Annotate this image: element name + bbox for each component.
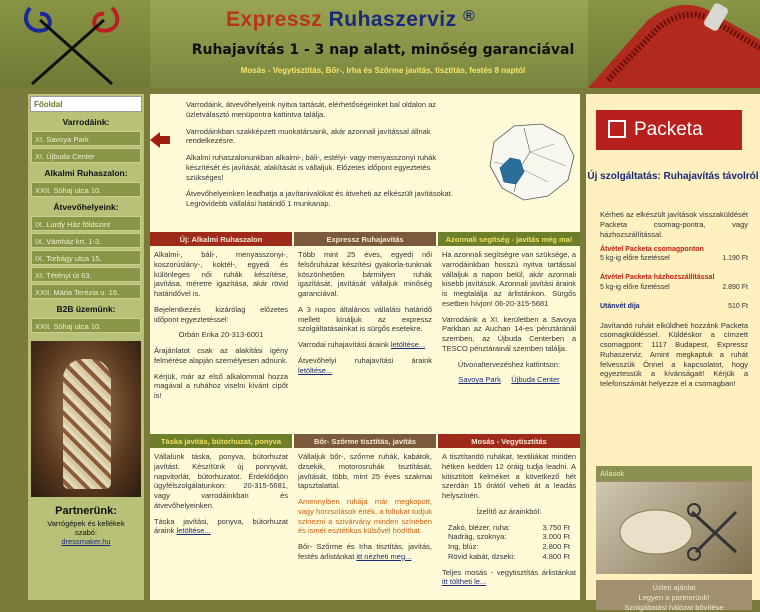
c2-p3: [298, 340, 432, 350]
slogan: Ruhajavítás 1 - 3 nap alatt, minőség garanciával: [183, 42, 583, 58]
price-value: 2.800 Ft: [542, 542, 570, 552]
col-title-taska[interactable]: Táska javítás, bútorhuzat, ponyva: [150, 434, 292, 448]
c3-p3: Útvonaltervezéshez kattintson:: [442, 360, 576, 370]
price-item: Nadrág, szoknya:: [448, 532, 506, 542]
c1-p4: Árajánlatot csak az alakítási igény felmérése alapján személyesen adnunk.: [154, 346, 288, 366]
c5-p3-text: Bőr- Szőrme és Irha tisztítás, javítás, festés árlistánkat: [298, 542, 432, 561]
home-price-row: [600, 283, 748, 292]
col-title-expressz[interactable]: Expressz Ruhajavítás: [294, 232, 436, 246]
c5-p1: Vállaljuk bőr-, szőrme ruhák, kabátok, dzsekik, motorosruhák tisztítását, javítását, több, mint 25 éves szakmai tapsztalattal.: [298, 452, 432, 491]
brand-registered-mark: ®: [463, 8, 475, 25]
cod-price-row: [600, 302, 748, 311]
price-row: [442, 552, 576, 562]
home-delivery-heading: Átvétel Packeta házhozszállítással: [600, 273, 748, 282]
c6-p1: A tisztítandó ruhákat, textiliákat minden hétken kedden 12 óráig tudja leadni. A kitisztított kelméket a következő hét szerdán 15 órától veheti át a leadás helyszínén.: [442, 452, 576, 501]
dress-photo: [31, 341, 141, 497]
brand-word-1: Expressz: [226, 8, 322, 31]
services-line: Mosás - Vegytisztítás, Bőr-, Irha és Szőrme javítás, tisztítás, festés 8 naptól: [183, 66, 583, 75]
nav-home-link[interactable]: Főoldal: [30, 96, 142, 112]
col-body-bor: [294, 448, 436, 572]
pickup-heading: Átvétel Packeta csomagponton: [600, 245, 748, 254]
sidebar-item-vamhaz[interactable]: IX. Vámház krt. 1-3.: [31, 233, 141, 248]
packeta-box-icon: [608, 120, 626, 138]
cod-label: Utánvét díja: [600, 302, 640, 311]
col-body-azonnali: [438, 246, 580, 395]
allasok-box[interactable]: [596, 466, 752, 574]
c4-download-link[interactable]: letöltése...: [177, 526, 211, 535]
intro-p2: Varrodáinkban szakképzett munkatársaink, akár azonnali javítással állnak rendelkezésre.: [186, 127, 462, 147]
sidebar-item-sohaj[interactable]: XXII. Sóhaj utca 10.: [31, 182, 141, 197]
intro-p3: Alkalmi ruhaszalonunkban alkalmi-, báli-, estélyi- vagy menyasszonyi ruhák készítését és javítását, alakítását is vállaljuk. Előzetes időpont egyeztetés szükséges!: [186, 153, 462, 182]
price-item: Rövid kabát, dzseki:: [448, 552, 515, 562]
home-item: 5 kg-ig előre fizetéssel: [600, 283, 670, 292]
intro-p4: Átvevőhelyeinken leadhatja a javítanivalókat és átveheti az elkészült javításokat. Legrövidebb vállalási határidő 1 munkanap.: [186, 189, 462, 209]
c2-p2: A 3 napos általános vállalási határidő mellett kínáljuk az expressz szolgáltatásainkat is sürgős esetekre.: [298, 305, 432, 334]
sidebar-item-lurdy[interactable]: IX. Lurdy Ház földszint: [31, 216, 141, 231]
c2-p4: [298, 356, 432, 376]
col-azonnali-segitseg: [438, 232, 580, 395]
home-price: 2.890 Ft: [722, 283, 748, 292]
partner-offer-line2: Legyen a partnerünk!: [596, 593, 752, 603]
pickup-price-row: [600, 254, 748, 263]
c6-pricelist-link[interactable]: itt töltheti le...: [442, 577, 486, 586]
col-taska-javitas: [150, 434, 292, 546]
main-content: [150, 94, 580, 600]
partner-sub: Varrógépek és kellékek: [28, 519, 144, 528]
c1-p1: Alkalmi-, báli-, menyasszonyi-, koszorúslány-, koktél-, egyedi és különleges női ruhák készítése, javítása, méretre igazítása, akár rövid határidővel is.: [154, 250, 288, 299]
site-header: [0, 0, 760, 88]
c6-p3-text: Teljes mosás - vegytisztítás árlistánkat: [442, 568, 576, 577]
varrodaink-heading: Varrodáink:: [28, 114, 144, 129]
c2-p3-text: Varrodai ruhajavítási áraink: [298, 340, 389, 349]
col-alkalmi-ruhaszalon: [150, 232, 292, 411]
partner-link[interactable]: dressmaker.hu: [28, 537, 144, 546]
col-title-mosas[interactable]: Mosás - Vegytisztítás: [438, 434, 580, 448]
dress-image: [63, 359, 111, 489]
c3-links: [442, 375, 576, 385]
ruhaszalon-heading: Alkalmi Ruhaszalon:: [28, 165, 144, 180]
price-value: 3.000 Ft: [542, 532, 570, 542]
price-row: [442, 532, 576, 542]
cod-price: 510 Ft: [728, 302, 748, 311]
c3-p2: Varrodáink a XI. kerületben a Savoya Parkban az Auchan 14-es pénztáránál szemben, az Újbuda Centerben a TESCO pénztárainál szemben találja.: [442, 315, 576, 354]
packeta-name: Packeta: [634, 119, 703, 141]
partner-offer-line1: Üzleti ajánlat: [596, 583, 752, 593]
c2-download-link-2[interactable]: letöltése...: [298, 366, 332, 375]
col-body-mosas: [438, 448, 580, 597]
price-value: 4.800 Ft: [542, 552, 570, 562]
sidebar-item-ujbuda[interactable]: XI. Újbuda Center: [31, 148, 141, 163]
col-body-alkalmi: [150, 246, 292, 411]
col-title-alkalmi[interactable]: Új: Alkalmi Ruhaszalon: [150, 232, 292, 246]
col-title-bor[interactable]: Bőr- Szőrme tisztítás, javítás: [294, 434, 436, 448]
price-item: Zakó, blézer, ruha:: [448, 523, 510, 533]
brand-title: [226, 8, 475, 32]
col-body-taska: [150, 448, 292, 546]
sidebar-item-tetenyi[interactable]: XI. Tétényi út 63.: [31, 267, 141, 282]
budapest-map[interactable]: [484, 122, 578, 202]
price-row: [442, 523, 576, 533]
partner-offer-banner[interactable]: [596, 580, 752, 610]
c2-p4-text: Átvevőhelyi ruhajavítási áraink: [298, 356, 432, 365]
zipper-icon: [588, 0, 760, 88]
intro-text: [186, 100, 462, 216]
remote-service-title: Új szolgáltatás: Ruhajavítás távolról: [586, 170, 760, 184]
c4-p1: Vállalunk táska, ponyva, bútorhuzat javítást. Készítünk új ponnyvát, napvitorlát, bútorhuzatot. Érdeklődjön ügyfélszolgálatunkon: 20-315-5681, vagy varrodáinkban és átvevőhelyeinken.: [154, 452, 288, 511]
c5-p2: Amennyiben ruhája már megkopott, vagy horzsolások érték, a foltokat tudjuk szinezni a szivárvány minden színében és ismét esztétikus külsővel hódíthat.: [298, 497, 432, 536]
c6-p3: [442, 568, 576, 588]
intro-p1: Varrodáink, átvevőhelyeink nyitva tartását, elérhetőségeinket bal oldalon az üzletválasztó menüpontra kattintva találja.: [186, 100, 462, 120]
col-mosas-vegytisztitas: [438, 434, 580, 597]
c5-pricelist-link[interactable]: itt nézheti meg...: [356, 552, 411, 561]
header-zipper-image: [588, 0, 760, 88]
c1-p2: Bejelentkezés kizárólag előzetes időpont egyeztetéssel:: [154, 305, 288, 325]
route-link-savoya[interactable]: Savoya Park: [458, 375, 501, 384]
pickup-price: 1.190 Ft: [722, 254, 748, 263]
tailor-tools-image: [596, 482, 752, 574]
remote-service-text: [600, 210, 748, 389]
col-body-expressz: [294, 246, 436, 385]
allasok-heading: Állások: [596, 466, 752, 480]
scissors-icon: [596, 482, 752, 574]
needles-thread-icon: [0, 0, 150, 88]
sidebar-item-b2b-sohaj[interactable]: XXII. Sóhaj utca 10.: [31, 318, 141, 333]
price-value: 3.750 Ft: [542, 523, 570, 533]
c3-p1: Ha azonnali segítségre van szüksége, a varrodáinkban hosszú nyitva tartással vállaljuk a napon belül, akár azonnali kisebb javítások. Azonnali javítási áraink is megtalálja az árlistánkon. Sürgős esetben hívjon! 06-20-315-5681: [442, 250, 576, 309]
c2-download-link-1[interactable]: letöltése...: [391, 340, 425, 349]
remote-p2: Javítandó ruháit elküldheti hozzánk Packeta csomagküldéssel. Küldéskor a címzett csomagpont: 1117 Budapest, Expressz Ruhaszerviz. Amint megkaptuk a ruhát felvesszük Önnel a kapcsolatot, hogy egyeztessük a kívánságait! Kérjük a telefonszámát helyezze el a csomagban!: [600, 321, 748, 389]
c6-p2: Ízelítő az árainkból:: [442, 507, 576, 517]
header-logo-needles[interactable]: [0, 0, 150, 88]
brand-word-2: Ruhaszerviz: [329, 8, 457, 31]
packeta-banner[interactable]: [596, 110, 742, 150]
atvevohelyeink-heading: Átvevőhelyeink:: [28, 199, 144, 214]
sidebar-item-savoya[interactable]: XI. Savoya Park: [31, 131, 141, 146]
partner-sub-2: szabó:: [28, 528, 144, 537]
c4-p2: [154, 517, 288, 537]
pickup-item: 5 kg-ig előre fizetéssel: [600, 254, 670, 263]
c5-p3: [298, 542, 432, 562]
route-link-ujbuda[interactable]: Újbuda Center: [511, 375, 559, 384]
c1-phone: Orbán Erika 20-313-6001: [154, 330, 288, 340]
price-item: Ing, blúz:: [448, 542, 478, 552]
col-title-azonnali[interactable]: Azonnali segítség - javítás még ma!: [438, 232, 580, 246]
c1-p5: Kérjük, már az első alkalommal hozza magával a ruhához viselni kívánt cipőt is!: [154, 372, 288, 401]
c4-p2-text: Táska javítási, ponyva, bútorhuzat áraink: [154, 517, 288, 536]
partner-heading: Partnerünk:: [28, 497, 144, 519]
b2b-heading: B2B üzemünk:: [28, 301, 144, 316]
col-expressz-ruhajavitas: [294, 232, 436, 385]
remote-p1: Kérheti az elkészült javítások visszaküldését Packeta csomag-pontra, vagy házhozszállítással.: [600, 210, 748, 239]
sidebar-item-maria-terezia[interactable]: XXII. Mária Terézia u. 16.: [31, 284, 141, 299]
partner-offer-line3: Szolgáltatási hálózat bővítése: [596, 603, 752, 612]
c2-p1: Több mint 25 éves, egyedi női felsőruházat készítési gyakorla-tunknak köszönhetően bármilyen ruhák igazítását, javítását vállaljuk minőség garanciával.: [298, 250, 432, 299]
right-sidebar: [586, 94, 760, 600]
left-sidebar: [28, 94, 144, 600]
sidebar-item-torbagy[interactable]: IX. Torbágy utca 15.: [31, 250, 141, 265]
arrow-left-icon: [150, 132, 170, 148]
col-bor-szorme: [294, 434, 436, 572]
price-row: [442, 542, 576, 552]
